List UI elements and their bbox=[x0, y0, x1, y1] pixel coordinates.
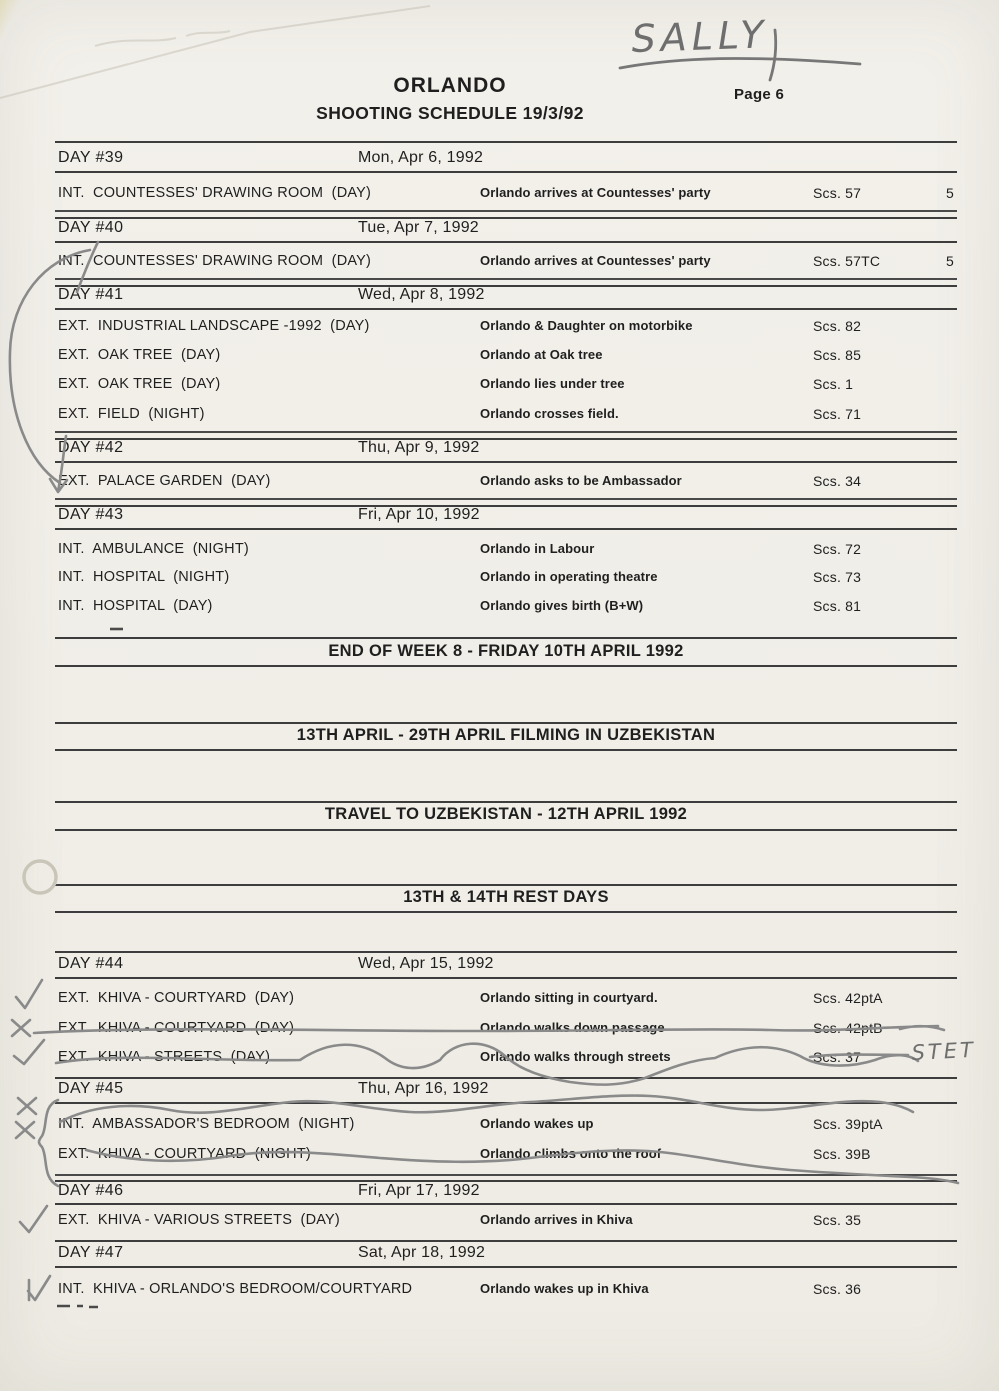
scene-description: Orlando arrives in Khiva bbox=[480, 1212, 633, 1227]
scene-numbers: Scs. 42ptB bbox=[813, 1020, 883, 1036]
day-date: Tue, Apr 7, 1992 bbox=[358, 219, 479, 236]
scene-location: EXT. KHIVA - COURTYARD (DAY) bbox=[58, 1020, 295, 1036]
day-header-row bbox=[0, 439, 999, 461]
scene-location: EXT. KHIVA - COURTYARD (DAY) bbox=[58, 990, 295, 1006]
day-label: DAY #43 bbox=[58, 506, 124, 523]
scene-description: Orlando & Daughter on motorbike bbox=[480, 318, 693, 333]
scene-count: 5 bbox=[946, 185, 954, 201]
scene-description: Orlando lies under tree bbox=[480, 376, 625, 391]
uzbekistan-filming-banner: 13TH APRIL - 29TH APRIL FILMING IN UZBEKISTAN bbox=[296, 726, 716, 744]
scene-numbers: Scs. 72 bbox=[813, 541, 862, 557]
divider-line bbox=[55, 141, 957, 143]
scene-description: Orlando in operating theatre bbox=[480, 569, 658, 584]
scene-numbers: Scs. 39B bbox=[813, 1146, 871, 1162]
scene-numbers: Scs. 73 bbox=[813, 569, 862, 585]
scene-numbers: Scs. 85 bbox=[813, 347, 862, 363]
scene-description: Orlando sitting in courtyard. bbox=[480, 990, 658, 1005]
schedule-row bbox=[0, 347, 999, 367]
day-date: Fri, Apr 10, 1992 bbox=[358, 506, 480, 523]
divider-line bbox=[55, 665, 957, 667]
scene-description: Orlando climbs onto the roof bbox=[480, 1146, 662, 1161]
scene-numbers: Scs. 42ptA bbox=[813, 990, 883, 1006]
scene-numbers: Scs. 34 bbox=[813, 473, 862, 489]
scene-description: Orlando walks through streets bbox=[480, 1049, 671, 1064]
schedule-row bbox=[0, 406, 999, 426]
schedule-row bbox=[0, 1281, 999, 1301]
day-label: DAY #44 bbox=[58, 955, 124, 972]
schedule-row bbox=[0, 376, 999, 396]
travel-banner: TRAVEL TO UZBEKISTAN - 12TH APRIL 1992 bbox=[324, 805, 688, 823]
scene-location: EXT. INDUSTRIAL LANDSCAPE -1992 (DAY) bbox=[58, 318, 370, 334]
handwritten-sally-annotation bbox=[620, 12, 860, 80]
divider-line bbox=[55, 749, 957, 751]
schedule-row bbox=[0, 185, 999, 205]
divider-line bbox=[55, 1266, 957, 1268]
scene-description: Orlando in Labour bbox=[480, 541, 595, 556]
scene-location: INT. HOSPITAL (NIGHT) bbox=[58, 569, 230, 585]
scene-numbers: Scs. 57TC bbox=[813, 253, 881, 269]
divider-line bbox=[55, 278, 957, 280]
divider-line bbox=[55, 951, 957, 953]
scene-numbers: Scs. 1 bbox=[813, 376, 854, 392]
scene-location: INT. AMBASSADOR'S BEDROOM (NIGHT) bbox=[58, 1116, 355, 1132]
scene-description: Orlando gives birth (B+W) bbox=[480, 598, 644, 613]
scene-numbers: Scs. 81 bbox=[813, 598, 862, 614]
divider-line bbox=[55, 498, 957, 500]
page-number: Page 6 bbox=[734, 86, 785, 103]
schedule-row bbox=[0, 253, 999, 273]
day-label: DAY #42 bbox=[58, 439, 124, 456]
schedule-row bbox=[0, 318, 999, 338]
truncated-text-fragment bbox=[57, 1306, 98, 1307]
divider-line bbox=[55, 431, 957, 433]
schedule-row bbox=[0, 473, 999, 493]
divider-line bbox=[55, 171, 957, 173]
scene-count: 5 bbox=[946, 253, 954, 269]
rest-days-banner: 13TH & 14TH REST DAYS bbox=[403, 888, 609, 906]
day-label: DAY #41 bbox=[58, 286, 124, 303]
divider-line bbox=[55, 241, 957, 243]
schedule-row bbox=[0, 598, 999, 618]
week-end-banner: END OF WEEK 8 - FRIDAY 10TH APRIL 1992 bbox=[328, 642, 684, 660]
scene-location: EXT. KHIVA - VARIOUS STREETS (DAY) bbox=[58, 1212, 340, 1228]
scene-location: EXT. FIELD (NIGHT) bbox=[58, 406, 205, 422]
day-header-row bbox=[0, 955, 999, 977]
day-header-row bbox=[0, 1244, 999, 1266]
document-title: ORLANDO bbox=[393, 74, 507, 97]
divider-line bbox=[55, 911, 957, 913]
divider-line bbox=[55, 308, 957, 310]
schedule-row-struck bbox=[0, 1020, 999, 1040]
day-label: DAY #45 bbox=[58, 1080, 124, 1097]
divider-line bbox=[55, 637, 957, 639]
day-date: Wed, Apr 8, 1992 bbox=[358, 286, 485, 303]
day-header-row bbox=[0, 1080, 999, 1102]
schedule-row bbox=[0, 1212, 999, 1232]
document-header bbox=[250, 74, 650, 124]
scene-description: Orlando walks down passage bbox=[480, 1020, 665, 1035]
day-header-row bbox=[0, 219, 999, 241]
scene-numbers: Scs. 71 bbox=[813, 406, 862, 422]
divider-line bbox=[55, 801, 957, 803]
scene-location: INT. COUNTESSES' DRAWING ROOM (DAY) bbox=[58, 185, 372, 201]
schedule-row-struck bbox=[0, 1049, 999, 1069]
handwritten-name: SALLY bbox=[630, 12, 770, 61]
scene-description: Orlando asks to be Ambassador bbox=[480, 473, 682, 488]
day-header-row bbox=[0, 506, 999, 528]
schedule-row-struck bbox=[0, 1146, 999, 1166]
scene-numbers: Scs. 39ptA bbox=[813, 1116, 883, 1132]
day-date: Thu, Apr 9, 1992 bbox=[358, 439, 480, 456]
scene-location: EXT. KHIVA - COURTYARD (NIGHT) bbox=[58, 1146, 311, 1162]
scene-location: EXT. PALACE GARDEN (DAY) bbox=[58, 473, 271, 489]
scene-description: Orlando arrives at Countesses' party bbox=[480, 253, 711, 268]
day-label: DAY #40 bbox=[58, 219, 124, 236]
day-date: Fri, Apr 17, 1992 bbox=[358, 1182, 480, 1199]
scene-numbers: Scs. 36 bbox=[813, 1281, 862, 1297]
day-label: DAY #39 bbox=[58, 149, 124, 166]
scene-description: Orlando wakes up in Khiva bbox=[480, 1281, 649, 1296]
divider-line bbox=[55, 977, 957, 979]
scene-location: INT. KHIVA - ORLANDO'S BEDROOM/COURTYARD bbox=[58, 1281, 413, 1297]
schedule-row bbox=[0, 541, 999, 561]
scene-description: Orlando arrives at Countesses' party bbox=[480, 185, 711, 200]
scan-artifact bbox=[95, 31, 230, 46]
scene-numbers: Scs. 82 bbox=[813, 318, 862, 334]
scene-location: INT. AMBULANCE (NIGHT) bbox=[58, 541, 249, 557]
divider-line bbox=[55, 210, 957, 212]
divider-line bbox=[55, 829, 957, 831]
divider-line bbox=[55, 722, 957, 724]
day-date: Thu, Apr 16, 1992 bbox=[358, 1080, 489, 1097]
pen-underline bbox=[620, 58, 860, 68]
divider-line bbox=[55, 1174, 957, 1176]
schedule-row bbox=[0, 569, 999, 589]
day-date: Mon, Apr 6, 1992 bbox=[358, 149, 484, 166]
scene-location: INT. COUNTESSES' DRAWING ROOM (DAY) bbox=[58, 253, 372, 269]
day-header-row bbox=[0, 1182, 999, 1204]
document-subtitle: SHOOTING SCHEDULE 19/3/92 bbox=[316, 103, 584, 123]
divider-line bbox=[55, 1102, 957, 1104]
scene-numbers: Scs. 35 bbox=[813, 1212, 862, 1228]
day-date: Sat, Apr 18, 1992 bbox=[358, 1244, 486, 1261]
day-header-row bbox=[0, 286, 999, 308]
day-header-row bbox=[0, 149, 999, 171]
day-label: DAY #47 bbox=[58, 1244, 124, 1261]
scene-description: Orlando crosses field. bbox=[480, 406, 619, 421]
scene-location: EXT. OAK TREE (DAY) bbox=[58, 347, 221, 363]
scene-numbers: Scs. 57 bbox=[813, 185, 862, 201]
divider-line bbox=[55, 461, 957, 463]
stet-annotation: STET bbox=[911, 1037, 977, 1065]
scene-description: Orlando at Oak tree bbox=[480, 347, 603, 362]
scene-description: Orlando wakes up bbox=[480, 1116, 594, 1131]
day-label: DAY #46 bbox=[58, 1182, 124, 1199]
scene-location: INT. HOSPITAL (DAY) bbox=[58, 598, 213, 614]
divider-line bbox=[55, 1077, 957, 1079]
divider-line bbox=[55, 1240, 957, 1242]
pen-stroke bbox=[770, 30, 776, 80]
schedule-row bbox=[0, 990, 999, 1010]
hole-punch-mark bbox=[24, 861, 56, 893]
day-date: Wed, Apr 15, 1992 bbox=[358, 955, 494, 972]
scene-numbers: Scs. 37 bbox=[813, 1049, 862, 1065]
scene-location: EXT. OAK TREE (DAY) bbox=[58, 376, 221, 392]
scene-location: EXT. KHIVA - STREETS (DAY) bbox=[58, 1049, 271, 1065]
divider-line bbox=[55, 528, 957, 530]
schedule-row-struck bbox=[0, 1116, 999, 1136]
divider-line bbox=[55, 884, 957, 886]
